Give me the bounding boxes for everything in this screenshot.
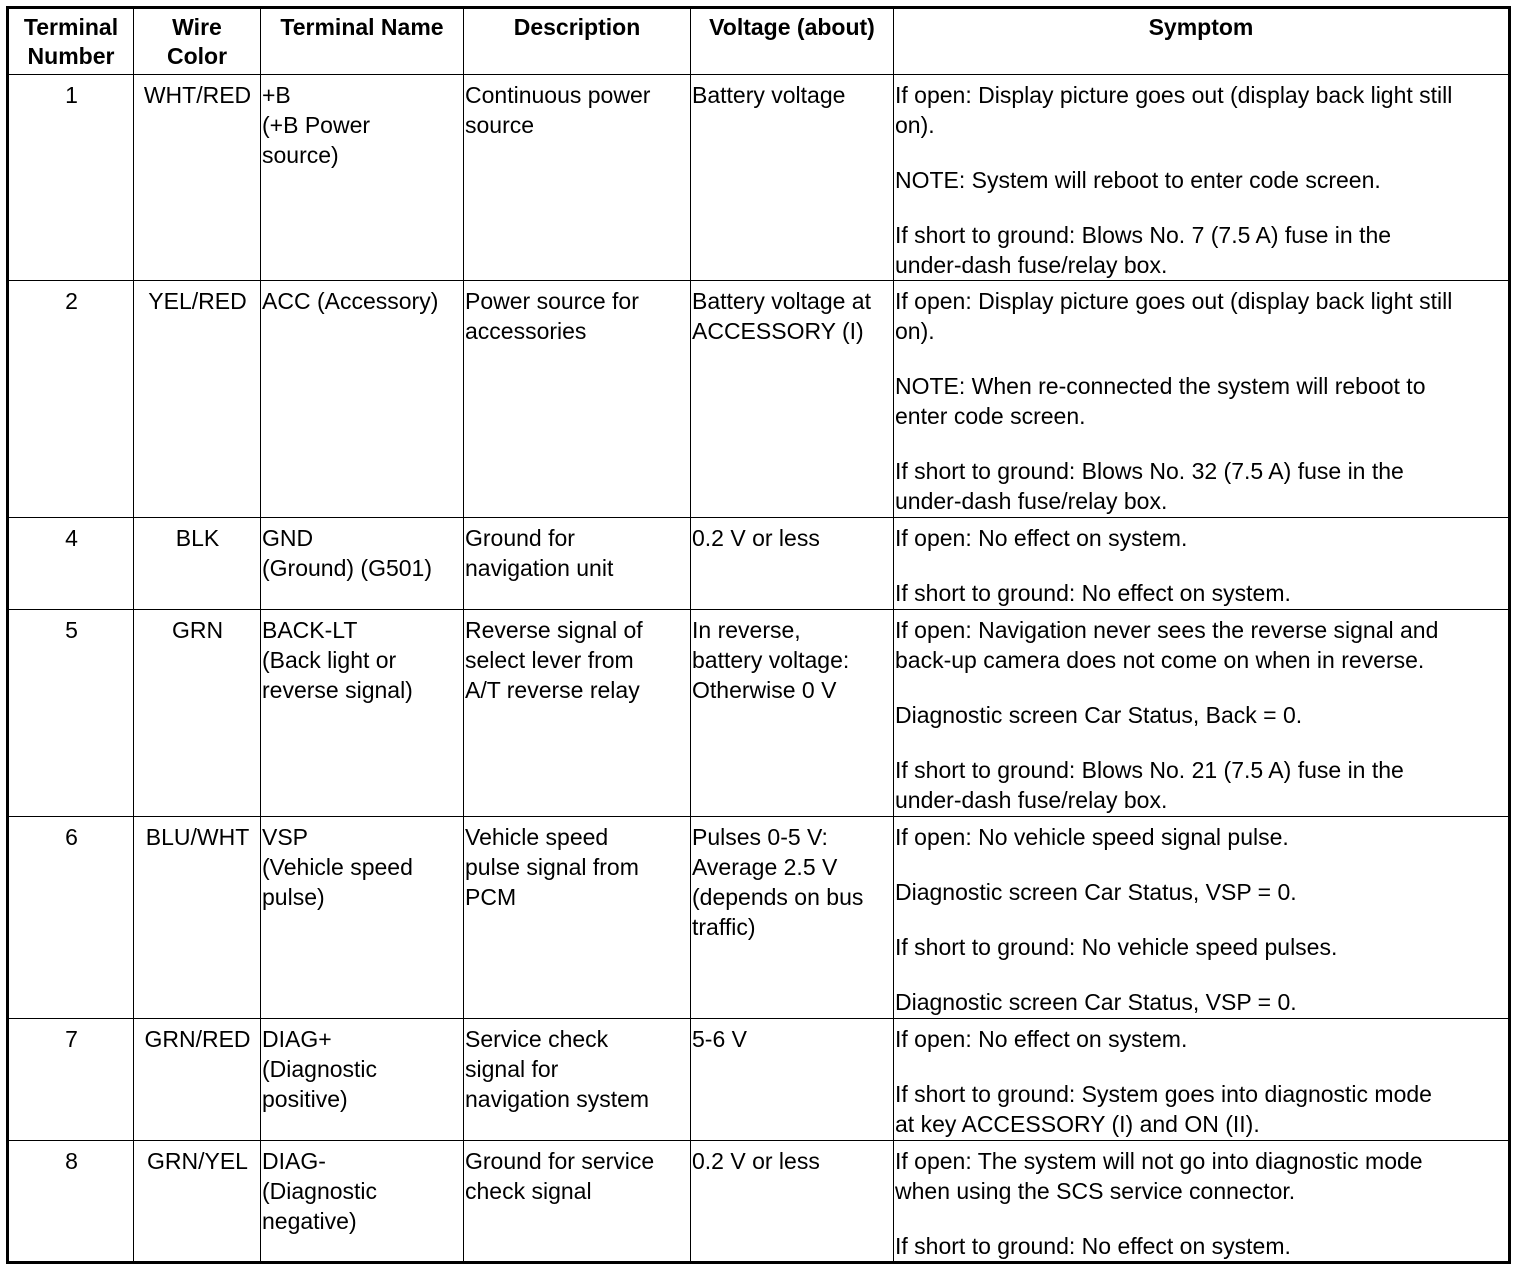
terminal-description: Power source for accessories	[464, 281, 691, 518]
terminal-symptom	[894, 518, 1510, 610]
table-row	[8, 518, 1510, 610]
symptom-line: If open: Display picture goes out (display back light still on).	[895, 288, 1453, 344]
terminal-name: VSP (Vehicle speed pulse)	[261, 817, 464, 1019]
symptom-line: Diagnostic screen Car Status, VSP = 0.	[895, 989, 1297, 1015]
terminal-voltage: 5-6 V	[691, 1019, 894, 1141]
terminal-name: DIAG- (Diagnostic negative)	[261, 1141, 464, 1263]
symptom-line: NOTE: System will reboot to enter code screen.	[895, 167, 1381, 193]
terminal-voltage: Battery voltage	[691, 75, 894, 281]
terminal-voltage: Battery voltage at ACCESSORY (I)	[691, 281, 894, 518]
terminal-name: +B (+B Power source)	[261, 75, 464, 281]
terminal-number: 4	[8, 518, 134, 610]
table-row	[8, 1019, 1510, 1141]
header-terminal-number: Terminal Number	[8, 8, 134, 75]
symptom-line: If open: Display picture goes out (display back light still on).	[895, 82, 1453, 138]
terminal-description: Vehicle speed pulse signal from PCM	[464, 817, 691, 1019]
terminal-symptom	[894, 1141, 1510, 1263]
terminal-number: 7	[8, 1019, 134, 1141]
terminal-description: Ground for navigation unit	[464, 518, 691, 610]
header-symptom: Symptom	[894, 8, 1510, 75]
terminal-symptom	[894, 610, 1510, 817]
wire-color: YEL/RED	[134, 281, 261, 518]
terminal-number: 8	[8, 1141, 134, 1263]
symptom-line: If open: No vehicle speed signal pulse.	[895, 824, 1289, 850]
terminal-name: DIAG+ (Diagnostic positive)	[261, 1019, 464, 1141]
symptom-line: If open: Navigation never sees the reverse signal and back-up camera does not come on when in reverse.	[895, 617, 1439, 673]
terminal-symptom	[894, 281, 1510, 518]
symptom-line: If open: The system will not go into diagnostic mode when using the SCS service connector.	[895, 1148, 1423, 1204]
terminal-symptom	[894, 1019, 1510, 1141]
terminal-table	[6, 6, 1511, 1264]
terminal-description: Reverse signal of select lever from A/T reverse relay	[464, 610, 691, 817]
symptom-line: Diagnostic screen Car Status, VSP = 0.	[895, 879, 1297, 905]
wire-color: BLU/WHT	[134, 817, 261, 1019]
terminal-name: ACC (Accessory)	[261, 281, 464, 518]
terminal-number: 2	[8, 281, 134, 518]
wire-color: GRN/RED	[134, 1019, 261, 1141]
header-voltage: Voltage (about)	[691, 8, 894, 75]
table-row	[8, 75, 1510, 281]
terminal-description: Service check signal for navigation system	[464, 1019, 691, 1141]
header-row	[8, 8, 1510, 75]
terminal-name: BACK-LT (Back light or reverse signal)	[261, 610, 464, 817]
terminal-description: Ground for service check signal	[464, 1141, 691, 1263]
header-description: Description	[464, 8, 691, 75]
terminal-voltage: In reverse, battery voltage: Otherwise 0 V	[691, 610, 894, 817]
symptom-line: If short to ground: No vehicle speed pulses.	[895, 934, 1338, 960]
symptom-line: If short to ground: Blows No. 21 (7.5 A) fuse in the under-dash fuse/relay box.	[895, 757, 1404, 813]
symptom-line: If open: No effect on system.	[895, 1026, 1188, 1052]
terminal-symptom	[894, 817, 1510, 1019]
terminal-description: Continuous power source	[464, 75, 691, 281]
symptom-line: If short to ground: Blows No. 32 (7.5 A) fuse in the under-dash fuse/relay box.	[895, 458, 1404, 514]
symptom-line: NOTE: When re-connected the system will reboot to enter code screen.	[895, 373, 1426, 429]
symptom-line: If short to ground: No effect on system.	[895, 1233, 1291, 1259]
header-terminal-name: Terminal Name	[261, 8, 464, 75]
table-row	[8, 817, 1510, 1019]
header-wire-color: Wire Color	[134, 8, 261, 75]
symptom-line: If short to ground: System goes into diagnostic mode at key ACCESSORY (I) and ON (II).	[895, 1081, 1432, 1137]
terminal-symptom	[894, 75, 1510, 281]
table-row	[8, 610, 1510, 817]
table-row	[8, 281, 1510, 518]
terminal-voltage: 0.2 V or less	[691, 518, 894, 610]
symptom-line: If open: No effect on system.	[895, 525, 1188, 551]
wire-color: GRN	[134, 610, 261, 817]
terminal-voltage: Pulses 0-5 V: Average 2.5 V (depends on bus traffic)	[691, 817, 894, 1019]
terminal-name: GND (Ground) (G501)	[261, 518, 464, 610]
terminal-number: 1	[8, 75, 134, 281]
symptom-line: Diagnostic screen Car Status, Back = 0.	[895, 702, 1303, 728]
table-row	[8, 1141, 1510, 1263]
wire-color: BLK	[134, 518, 261, 610]
terminal-number: 6	[8, 817, 134, 1019]
wire-color: GRN/YEL	[134, 1141, 261, 1263]
symptom-line: If short to ground: Blows No. 7 (7.5 A) fuse in the under-dash fuse/relay box.	[895, 222, 1392, 278]
wire-color: WHT/RED	[134, 75, 261, 281]
terminal-number: 5	[8, 610, 134, 817]
terminal-voltage: 0.2 V or less	[691, 1141, 894, 1263]
symptom-line: If short to ground: No effect on system.	[895, 580, 1291, 606]
